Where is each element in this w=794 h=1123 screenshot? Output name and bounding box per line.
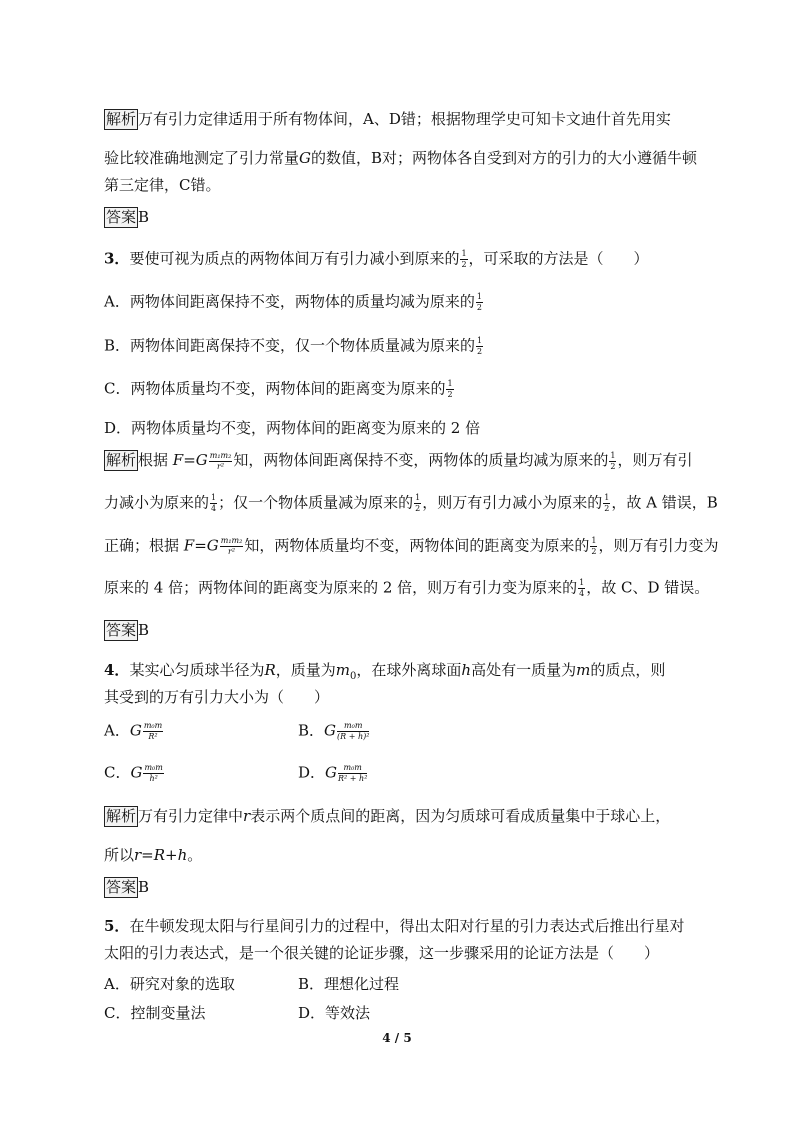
fraction-option-d: $\frac{\text{m₀m}}{\text{R² + h²}}$	[338, 763, 368, 783]
q3-option-b: B．两物体间距离保持不变，仅一个物体质量减为原来的 $\frac{1}{2}$	[104, 336, 483, 356]
answer-tag: 答案	[106, 621, 137, 639]
fraction-option-b: $\frac{\text{m₀m}}{\text{(R + h)²}}$	[337, 721, 370, 741]
q2-analysis-line2: 验比较准确地测定了引力常量G的数值，B对；两物体各自受到对方的引力的大小遵循牛顿	[104, 149, 698, 167]
analysis-tag: 解析	[106, 451, 137, 469]
q5-option-d: D．等效法	[298, 1004, 371, 1022]
analysis-tag: 解析	[106, 110, 137, 128]
q4-stem-line2: 其受到的万有引力大小为（ ）	[104, 688, 330, 706]
answer-tag: 答案	[106, 208, 137, 226]
fraction-one-quarter: $\frac{1}{4}$	[211, 493, 217, 513]
page-number: 4 / 5	[382, 1031, 412, 1045]
q5-option-b: B．理想化过程	[298, 975, 400, 993]
q3-answer: 答案 B	[106, 621, 150, 639]
q4-option-a: A．G $\frac{\text{m₀m}}{\text{R²}}$	[104, 721, 163, 741]
fraction-one-quarter: $\frac{1}{4}$	[579, 578, 585, 598]
q2-answer: 答案 B	[106, 208, 150, 226]
fraction-option-a: $\frac{\text{m₀m}}{\text{R²}}$	[143, 721, 163, 741]
fraction-one-half: $\frac{1}{2}$	[610, 450, 616, 471]
q4-analysis-line1: 解析 万有引力定律中r表示两个质点间的距离，因为匀质球可看成质量集中于球心上，	[106, 807, 671, 825]
q5-option-c: C．控制变量法	[104, 1004, 206, 1022]
fraction-one-half: $\frac{1}{2}$	[477, 336, 483, 356]
q3-stem: 3．要使可视为质点的两物体间万有引力减小到原来的 $\frac{1}{2}$ ，可采取的方法是（ ）	[104, 249, 649, 269]
fraction-one-half: $\frac{1}{2}$	[461, 249, 467, 269]
q4-option-d: D．G $\frac{\text{m₀m}}{\text{R² + h²}}$	[298, 763, 368, 783]
q4-analysis-line2: 所以r=R+h。	[104, 846, 203, 864]
fraction-option-c: $\frac{\text{m₀m}}{\text{h²}}$	[144, 763, 163, 783]
fraction-one-half: $\frac{1}{2}$	[415, 493, 421, 513]
q3-option-c: C．两物体质量均不变，两物体间的距离变为原来的 $\frac{1}{2}$	[104, 379, 453, 399]
q3-analysis-line3: 正确；根据 F=G $\frac{\text{m₁m₂}}{\text{r²}}$ 知，两物体质量均不变，两物体间的距离变为原来的 $\frac{1}{2}$ ，则万有引力变为	[104, 536, 719, 556]
fraction-one-half: $\frac{1}{2}$	[591, 536, 597, 556]
fraction-m1m2-over-r2: $\frac{\text{m₁m₂}}{\text{r²}}$	[209, 450, 232, 471]
q3-analysis-line1: 解析 根据 F=G $\frac{\text{m₁m₂}}{\text{r²}}$ 知，两物体间距离保持不变，两物体的质量均减为原来的 $\frac{1}{2}$ ，则万有引	[106, 450, 693, 471]
q5-stem-line2: 太阳的引力表达式，是一个很关键的论证步骤，这一步骤采用的论证方法是（ ）	[104, 944, 660, 962]
q3-analysis-line4: 原来的 4 倍；两物体间的距离变为原来的 2 倍，则万有引力变为原来的 $\frac{1}{4}$ ，故 C、D 错误。	[104, 578, 710, 598]
q5-stem-line1: 5．在牛顿发现太阳与行星间引力的过程中，得出太阳对行星的引力表达式后推出行星对	[104, 917, 685, 935]
fraction-m1m2-over-r2: $\frac{\text{m₁m₂}}{\text{r²}}$	[220, 536, 243, 556]
fraction-one-half: $\frac{1}{2}$	[476, 292, 482, 312]
fraction-one-half: $\frac{1}{2}$	[447, 379, 453, 399]
q4-stem-line1: 4．某实心匀质球半径为R，质量为$m_0$，在球外离球面h高处有一质量为m的质点，则	[104, 661, 666, 682]
q4-option-b: B．G $\frac{\text{m₀m}}{\text{(R + h)²}}$	[298, 721, 370, 741]
q3-option-d: D．两物体质量均不变，两物体间的距离变为原来的 2 倍	[104, 419, 481, 437]
q3-option-a: A．两物体间距离保持不变，两物体的质量均减为原来的 $\frac{1}{2}$	[104, 292, 482, 312]
q3-analysis-line2: 力减小为原来的 $\frac{1}{4}$ ；仅一个物体质量减为原来的 $\frac{1}{2}$ ，则万有引力减小为原来的 $\frac{1}{2}$ ，故 A 错误，B	[104, 493, 718, 513]
q5-option-a: A．研究对象的选取	[104, 975, 235, 993]
fraction-one-half: $\frac{1}{2}$	[604, 493, 610, 513]
q2-analysis-line3: 第三定律，C错。	[104, 176, 221, 194]
q2-analysis-line1: 解析 万有引力定律适用于所有物体间，A、D错；根据物理学史可知卡文迪什首先用实	[106, 110, 671, 128]
answer-tag: 答案	[106, 878, 137, 896]
analysis-tag: 解析	[106, 807, 137, 825]
q4-answer: 答案 B	[106, 878, 150, 896]
q4-option-c: C．G $\frac{\text{m₀m}}{\text{h²}}$	[104, 763, 163, 783]
